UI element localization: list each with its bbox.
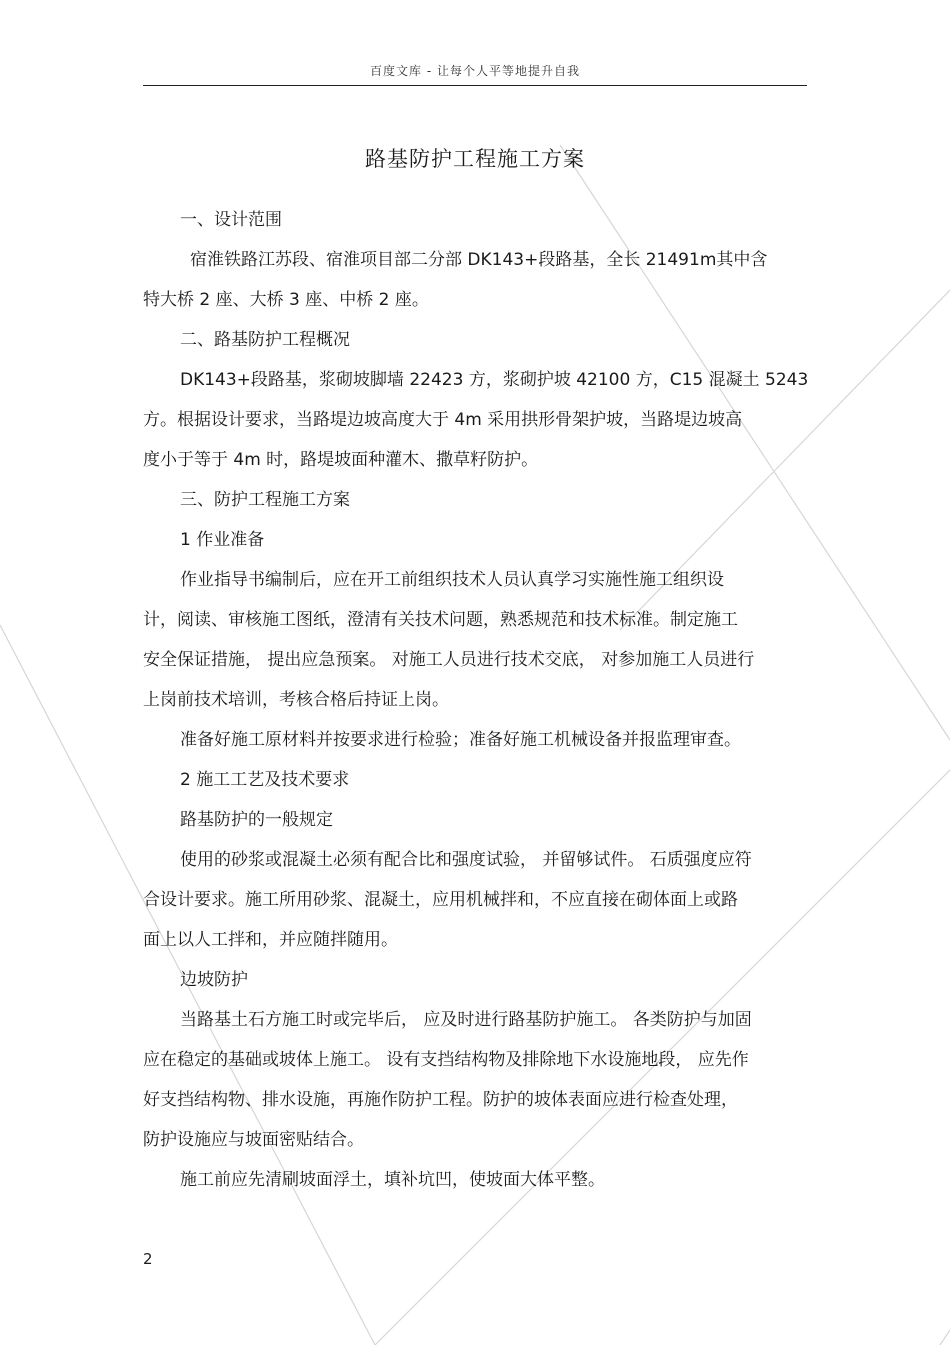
- page-number: 2: [143, 1250, 153, 1268]
- paragraph-line: 使用的砂浆或混凝土必须有配合比和强度试验， 并留够试件。 石质强度应符: [180, 850, 752, 870]
- paragraph-line: 应在稳定的基础或坡体上施工。 设有支挡结构物及排除地下水设施地段， 应先作: [143, 1050, 749, 1070]
- header-divider: [143, 85, 807, 86]
- paragraph-line: 面上以人工拌和，并应随拌随用。: [143, 930, 398, 950]
- page-header: 百度文库 - 让每个人平等地提升自我: [370, 64, 580, 78]
- subsection-heading-process: 2 施工工艺及技术要求: [180, 770, 350, 790]
- paragraph-line: 特大桥 2 座、大桥 3 座、中桥 2 座。: [143, 290, 429, 310]
- subheading-general-rules: 路基防护的一般规定: [180, 810, 333, 830]
- paragraph-line: 方。根据设计要求，当路堤边坡高度大于 4m 采用拱形骨架护坡，当路堤边坡高: [143, 410, 743, 430]
- paragraph-line: 上岗前技术培训，考核合格后持证上岗。: [143, 690, 449, 710]
- section-heading-overview: 二、路基防护工程概况: [180, 330, 350, 350]
- subsection-heading-preparation: 1 作业准备: [180, 530, 265, 550]
- paragraph-line: 合设计要求。施工所用砂浆、混凝土，应用机械拌和，不应直接在砌体面上或路: [143, 890, 738, 910]
- paragraph-line: 好支挡结构物、排水设施，再施作防护工程。防护的坡体表面应进行检查处理，: [143, 1090, 738, 1110]
- paragraph-line: 宿淮铁路江苏段、宿淮项目部二分部 DK143+段路基，全长 21491m其中含: [190, 250, 768, 270]
- paragraph-line: 计，阅读、审核施工图纸，澄清有关技术问题，熟悉规范和技术标准。制定施工: [143, 610, 738, 630]
- document-title: 路基防护工程施工方案: [365, 147, 585, 171]
- paragraph-line: 防护设施应与坡面密贴结合。: [143, 1130, 364, 1150]
- paragraph-line: 度小于等于 4m 时，路堤坡面种灌木、撒草籽防护。: [143, 450, 539, 470]
- paragraph-line: DK143+段路基，浆砌坡脚墙 22423 方，浆砌护坡 42100 方，C15 混凝土 5243: [180, 370, 809, 390]
- paragraph-line: 作业指导书编制后，应在开工前组织技术人员认真学习实施性施工组织设: [180, 570, 724, 590]
- document-body: [143, 200, 811, 1200]
- paragraph-line: 施工前应先清刷坡面浮土，填补坑凹，使坡面大体平整。: [180, 1170, 605, 1190]
- subheading-slope-protection: 边坡防护: [180, 970, 248, 990]
- section-heading-design-scope: 一、设计范围: [180, 210, 282, 230]
- paragraph-line: 当路基土石方施工时或完毕后， 应及时进行路基防护施工。 各类防护与加固: [180, 1010, 752, 1030]
- section-heading-plan: 三、防护工程施工方案: [180, 490, 350, 510]
- paragraph-line: 准备好施工原材料并按要求进行检验；准备好施工机械设备并报监理审查。: [180, 730, 741, 750]
- paragraph-line: 安全保证措施， 提出应急预案。 对施工人员进行技术交底， 对参加施工人员进行: [143, 650, 755, 670]
